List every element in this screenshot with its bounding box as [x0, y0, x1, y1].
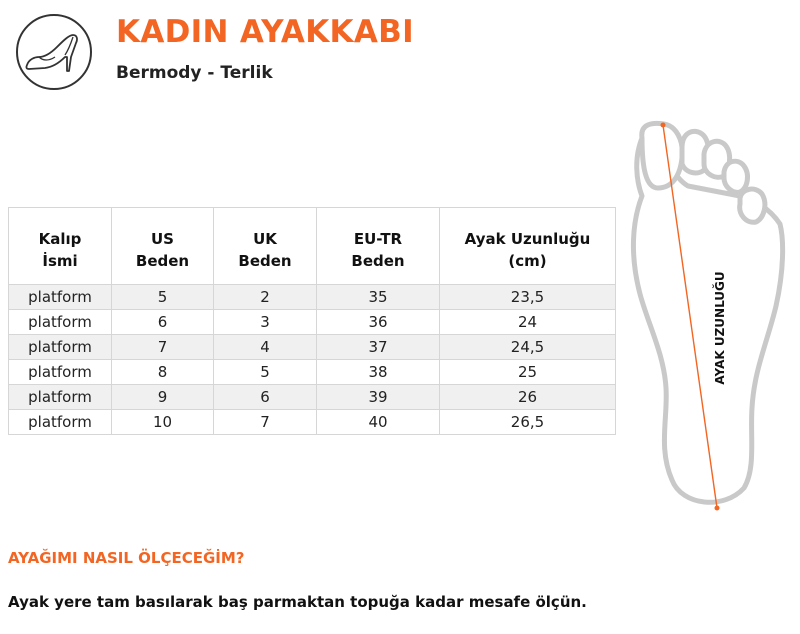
page-title: KADIN AYAKKABI — [116, 14, 414, 50]
cell-foot-length: 26,5 — [440, 410, 616, 435]
cell-uk: 7 — [214, 410, 317, 435]
table-row — [9, 385, 616, 410]
cell-uk: 3 — [214, 310, 317, 335]
header-eu-tr: EU-TR Beden — [317, 208, 440, 285]
header-foot-length: Ayak Uzunluğu (cm) — [440, 208, 616, 285]
header-uk: UK Beden — [214, 208, 317, 285]
cell-model: platform — [9, 285, 112, 310]
cell-eu-tr: 38 — [317, 360, 440, 385]
cell-us: 10 — [112, 410, 214, 435]
measurement-end-dot — [715, 506, 720, 511]
foot-outline-icon — [628, 118, 788, 513]
cell-us: 7 — [112, 335, 214, 360]
size-table — [8, 207, 616, 435]
cell-uk: 4 — [214, 335, 317, 360]
cell-foot-length: 26 — [440, 385, 616, 410]
cell-us: 8 — [112, 360, 214, 385]
table-row — [9, 285, 616, 310]
cell-us: 6 — [112, 310, 214, 335]
header-us: US Beden — [112, 208, 214, 285]
cell-us: 5 — [112, 285, 214, 310]
foot-length-label: AYAK UZUNLUĞU — [713, 271, 727, 385]
cell-us: 9 — [112, 385, 214, 410]
cell-foot-length: 24,5 — [440, 335, 616, 360]
cell-eu-tr: 40 — [317, 410, 440, 435]
table-row — [9, 310, 616, 335]
high-heel-shoe-icon — [15, 13, 93, 91]
measurement-start-dot — [661, 123, 666, 128]
cell-eu-tr: 39 — [317, 385, 440, 410]
product-subtitle: Bermody - Terlik — [116, 63, 273, 83]
foot-diagram — [628, 118, 788, 513]
cell-model: platform — [9, 410, 112, 435]
cell-eu-tr: 37 — [317, 335, 440, 360]
cell-uk: 6 — [214, 385, 317, 410]
cell-model: platform — [9, 310, 112, 335]
cell-eu-tr: 36 — [317, 310, 440, 335]
cell-foot-length: 23,5 — [440, 285, 616, 310]
cell-model: platform — [9, 360, 112, 385]
table-row — [9, 360, 616, 385]
cell-eu-tr: 35 — [317, 285, 440, 310]
cell-model: platform — [9, 385, 112, 410]
howto-heading: AYAĞIMI NASIL ÖLÇECEĞİM? — [8, 549, 245, 567]
table-header-row — [9, 208, 616, 285]
table-row — [9, 335, 616, 360]
cell-uk: 5 — [214, 360, 317, 385]
table-row — [9, 410, 616, 435]
header-kalip: Kalıp İsmi — [9, 208, 112, 285]
howto-instruction: Ayak yere tam basılarak baş parmaktan topuğa kadar mesafe ölçün. — [8, 593, 587, 611]
cell-foot-length: 25 — [440, 360, 616, 385]
cell-uk: 2 — [214, 285, 317, 310]
shoe-logo — [15, 13, 93, 91]
cell-foot-length: 24 — [440, 310, 616, 335]
cell-model: platform — [9, 335, 112, 360]
